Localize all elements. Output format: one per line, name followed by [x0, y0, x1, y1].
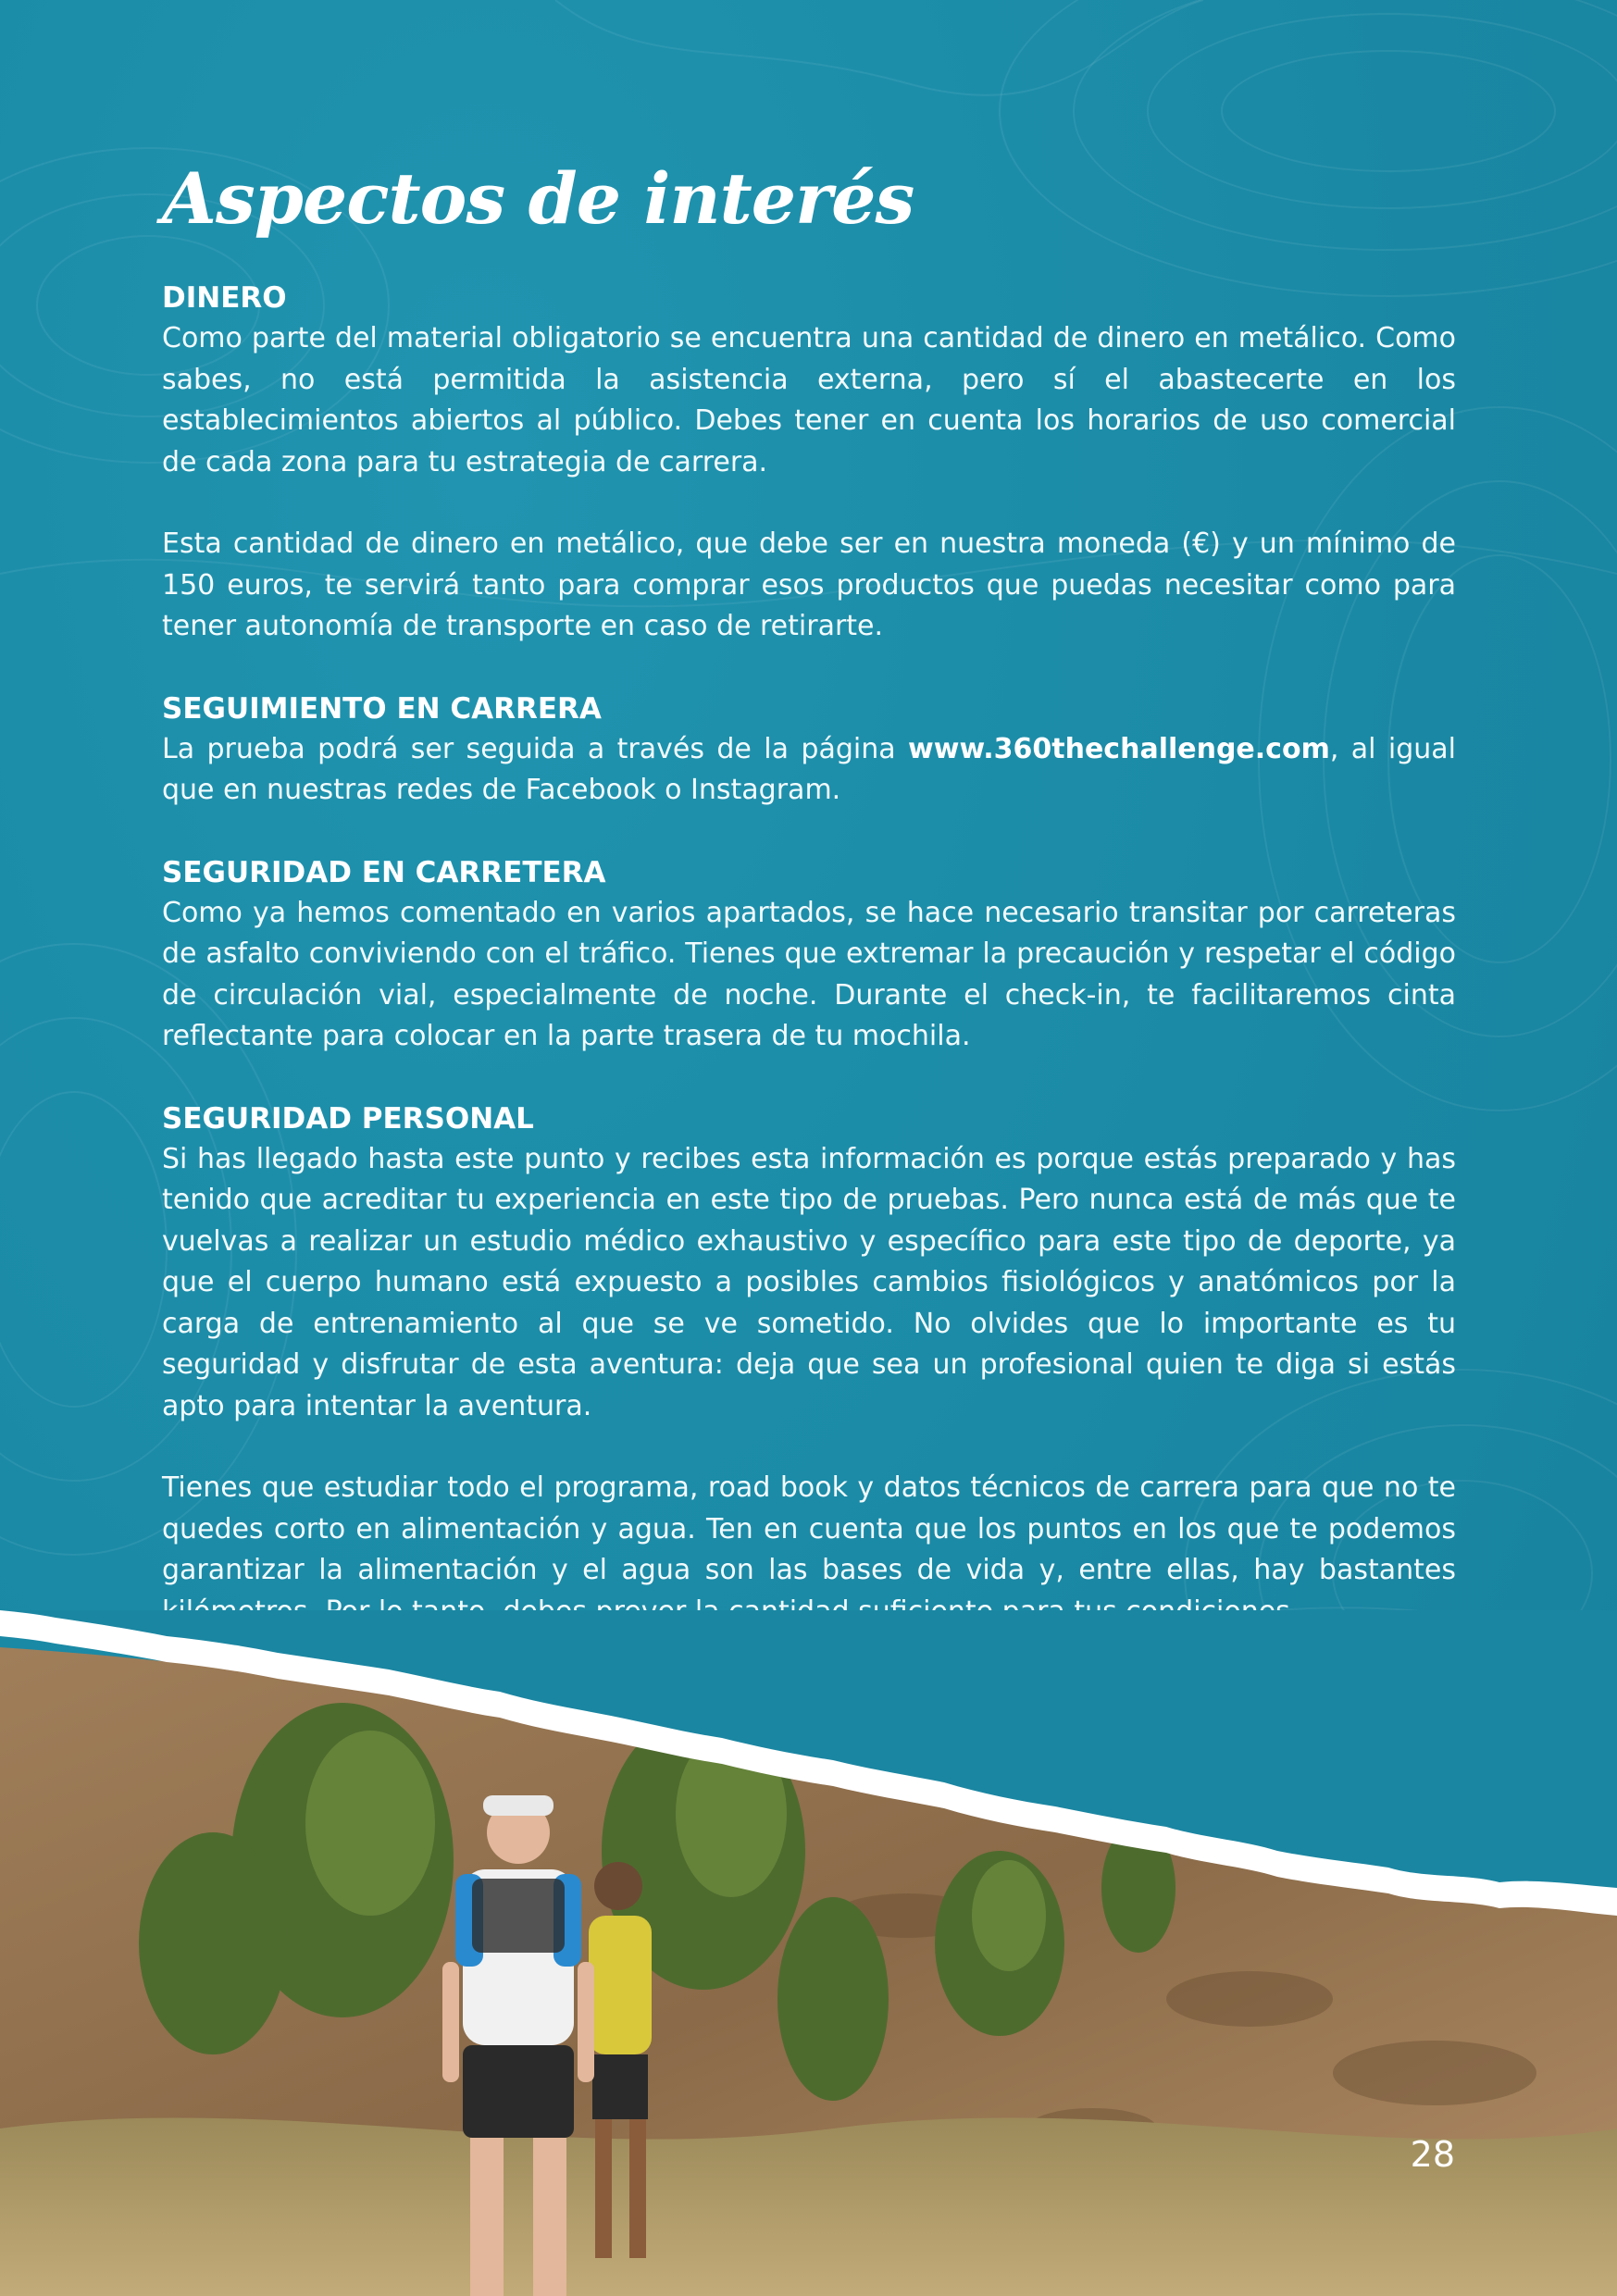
section-paragraph: Si has llegado hasta este punto y recibes esta información es porque estás preparado y has tenido que acreditar tu experiencia en este tipo de pruebas. Pero nunca está de más que te vuelvas a realizar un estudio médico exhaustivo y específico para este tipo de deporte, ya que el cuerpo humano está expuesto a posibles cambios fisiológicos y anatómicos por la carga de entrenamiento al que se ve sometido. No olvides que lo importante es tu seguridad y disfrutar de esta aventura: deja que sea un profesional quien te diga si estás apto para intentar la aventura.	[162, 1142, 1456, 1422]
section-seguridad-personal	[162, 1098, 1456, 1633]
section-paragraph	[162, 729, 1456, 812]
section-paragraph: Tienes que estudiar todo el programa, road book y datos técnicos de carrera para que no te quedes corto en alimentación y agua. Ten en cuenta que los puntos en los que te podemos garantizar la alimentación y el agua son las bases de vida y, entre ellas, hay bastantes	[162, 1471, 1456, 1586]
paragraph-text: La prueba podrá ser seguida a través de la página	[162, 732, 909, 765]
section-paragraph: Esta cantidad de dinero en metálico, que debe ser en nuestra moneda (€) y un mínimo de 150 euros, te servirá tanto para comprar esos productos que puedas necesitar como para tener autonomía de transporte en caso de retirarte.	[162, 527, 1456, 642]
section-seguridad-carretera	[162, 852, 1456, 1058]
paragraph-text: , al igual que en nuestras redes de Facebook o Instagram.	[162, 732, 1457, 806]
section-heading: SEGURIDAD EN CARRETERA	[162, 855, 606, 889]
section-dinero	[162, 278, 1456, 648]
section-heading: DINERO	[162, 281, 287, 315]
page-number: 28	[1410, 2134, 1455, 2175]
main-content	[162, 157, 1456, 1673]
section-heading: SEGURIDAD PERSONAL	[162, 1101, 534, 1136]
section-paragraph: Como ya hemos comentado en varios apartados, se hace necesario transitar por carreteras de asfalto conviviendo con el tráfico. Tienes que extremar la precaución y respetar el código de circulación vial, especialmente de noche. Durante el check-in, te facilitaremos cinta reflectante para colocar en la parte trasera de tu mochila.	[162, 896, 1456, 1052]
section-heading: SEGUIMIENTO EN CARRERA	[162, 691, 602, 726]
section-paragraph: Como parte del material obligatorio se encuentra una cantidad de dinero en metálico. Como sabes, no está permitida la asistencia externa, pero sí el abastecerte en los establecimientos abiertos al público. Debes tener en cuenta los horarios de uso comercial de cada zona para tu estrategia de carrera.	[162, 322, 1456, 478]
section-seguimiento	[162, 689, 1456, 812]
website-link[interactable]: www.360thechallenge.com	[908, 732, 1330, 765]
page-title: Aspectos de interés	[162, 157, 914, 240]
trail-runners-photo	[0, 1610, 1617, 2296]
